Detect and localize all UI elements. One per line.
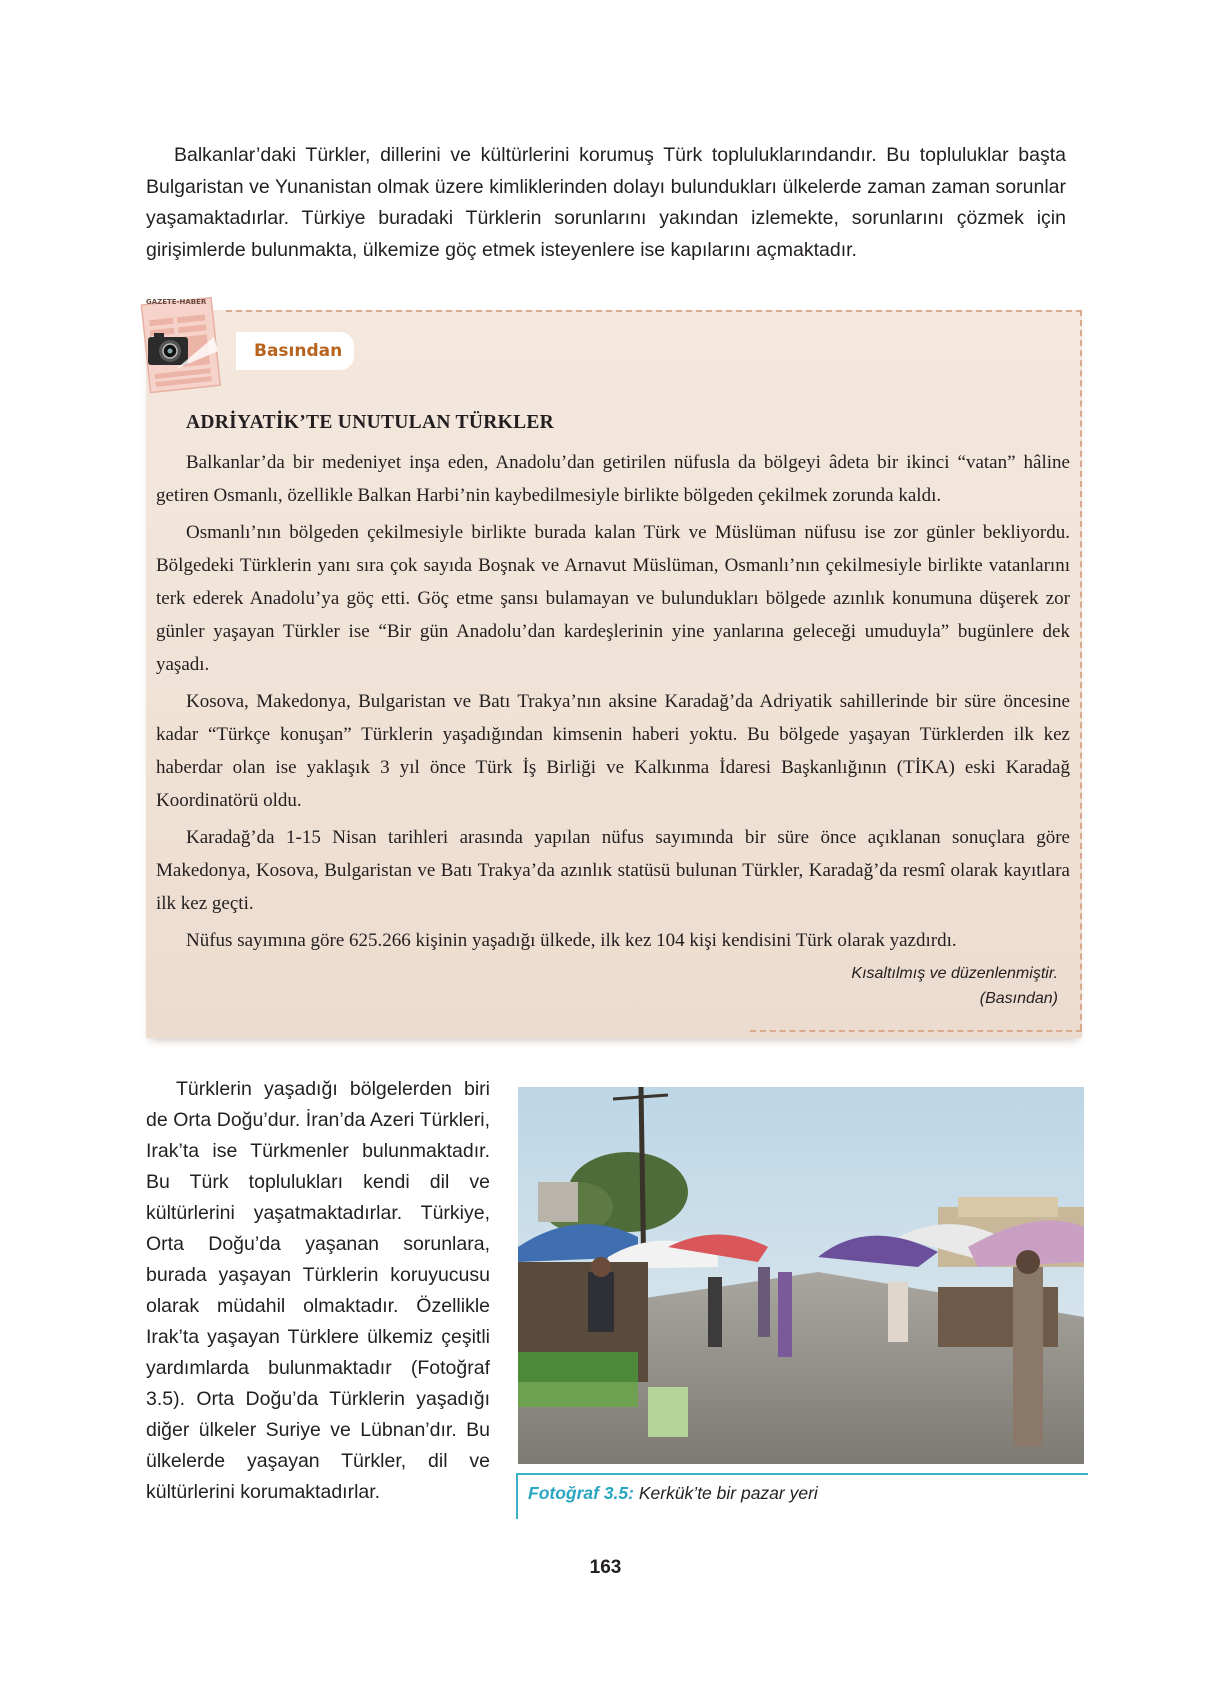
- press-box-dashed-border-bottom: [750, 1030, 1082, 1032]
- press-article: [156, 408, 1070, 1007]
- photo-caption: [528, 1483, 818, 1504]
- credit-line-2: (Basından): [979, 990, 1058, 1007]
- article-paragraph: Osmanlı’nın bölgeden çekilmesiyle birlikte burada kalan Türk ve Müslüman nüfusu ise zor günler bekliyordu. Bölgedeki Türklerin yanı sıra çok sayıda Boşnak ve Arnavut Müslüman, Osmanlı’nın çekilmesiyle birlikte vatanlarını terk ederek Anadolu’ya göç etti. Göç etme şansı bulamayan ve bulundukları bölgede azınlık konumuna düşerek zor günler yaşayan Türkler ise “Bir gün Anadolu’dan kardeşlerinin yine yanlarına geleceği umuduyla” bugünlere dek yaşadı.: [156, 522, 1070, 675]
- side-paragraph: Türklerin yaşadığı bölgelerden biri de Orta Doğu’dur. İran’da Azeri Türkleri, Irak’ta ise Türkmenler bulunmaktadır. Bu Türk toplulukları kendi dil ve kültürlerini yaşatmaktadırlar. Türkiye, Orta Doğu’da yaşanan sorunlara, burada yaşayan Türklerin koruyucusu olarak müdahil olmaktadır. Özellikle Irak’ta yaşayan Türklere ülkemiz çeşitli yardımlarda bulunmaktadır (Fotoğraf 3.5). Orta Doğu’da Türklerin yaşadığı diğer ülkeler Suriye ve Lübnan’dır. Bu ülkelerde yaşayan Türkler, dil ve kültürlerini korumaktadırlar.: [146, 1078, 490, 1503]
- caption-label: Fotoğraf 3.5:: [528, 1483, 634, 1503]
- intro-paragraph: Balkanlar’daki Türkler, dillerini ve kültürlerini korumuş Türk topluluklarındandır. Bu topluluklar başta Bulgaristan ve Yunanistan olmak üzere kimliklerinden dolayı bulundukları ülkelerde zaman zaman sorunlar yaşamaktadırlar. Türkiye buradaki Türklerin sorunlarını yakından izlemekte, sorunlarını çözmek için girişimlerde bulunmakta, ülkemize göç etmek isteyenlere ise kapılarını açmaktadır.: [146, 144, 1066, 261]
- article-credit: [851, 961, 1058, 1011]
- photo-caption-frame: [516, 1473, 1088, 1519]
- article-paragraph: Karadağ’da 1-15 Nisan tarihleri arasında yapılan nüfus sayımında bir süre önce açıklanan sonuçlara göre Makedonya, Kosova, Bulgaristan ve Batı Trakya’da azınlık statüsü bulunan Türkler, Karadağ’da resmî olarak kayıtlara ilk kez geçti.: [156, 827, 1070, 914]
- newspaper-icon-text: GAZETE-HABER: [146, 298, 207, 306]
- article-paragraph: Nüfus sayımına göre 625.266 kişinin yaşadığı ülkede, ilk kez 104 kişi kendisini Türk olarak yazdırdı.: [186, 930, 957, 951]
- caption-text: Kerkük’te bir pazar yeri: [633, 1483, 818, 1503]
- market-photo: [518, 1087, 1084, 1464]
- newspaper-camera-icon: [136, 293, 228, 401]
- press-box-dashed-border-right: [1080, 310, 1082, 1030]
- press-box-dashed-border-top: [226, 310, 1082, 312]
- credit-line-1: Kısaltılmış ve düzenlenmiştir.: [851, 965, 1058, 982]
- page-number: 163: [589, 1557, 622, 1578]
- article-paragraph: Balkanlar’da bir medeniyet inşa eden, Anadolu’dan getirilen nüfusla da bölgeyi âdeta bir ikinci “vatan” hâline getiren Osmanlı, özellikle Balkan Harbi’nin kaybedilmesiyle birlikte bölgeden çekilmek zorunda kaldı.: [156, 452, 1070, 506]
- article-title: ADRİYATİK’TE UNUTULAN TÜRKLER: [186, 412, 555, 433]
- article-paragraph: Kosova, Makedonya, Bulgaristan ve Batı Trakya’nın aksine Karadağ’da Adriyatik sahillerinde bir süre öncesine kadar “Türkçe konuşan” Türklerin yaşadığından kimsenin haberi yoktu. Bu bölgede yaşayan Türklerden ilk kez haberdar olan ise yaklaşık 3 yıl önce Türk İş Birliği ve Kalkınma İdaresi Başkanlığının (TİKA) eski Karadağ Koordinatörü oldu.: [156, 691, 1070, 811]
- press-label: Basından: [236, 332, 354, 370]
